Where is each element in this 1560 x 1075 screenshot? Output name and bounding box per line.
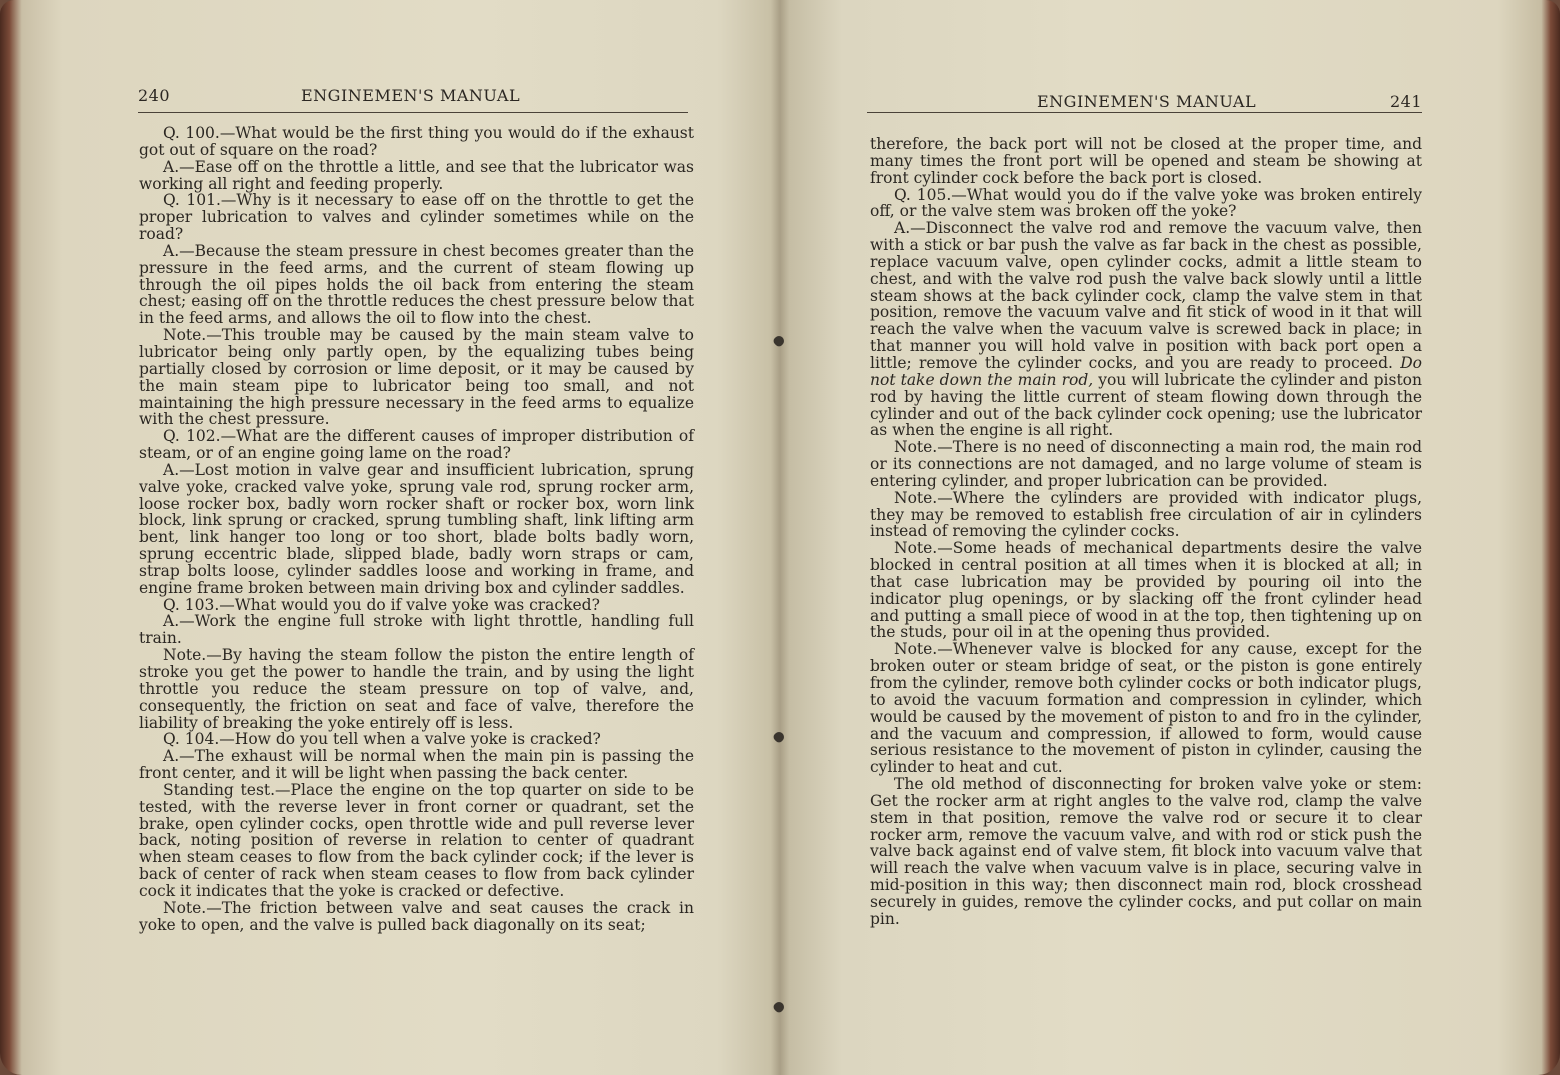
right-page-text	[870, 136, 1422, 928]
paragraph-answer-tail: you will lubricate the cylinder and piston rod by having the little current of steam flowing down through the cylinder and out of the back cylinder cock opening; use the lubricator as when the engine is all right.	[870, 370, 1422, 440]
left-page-header	[138, 82, 688, 113]
paragraph: The old method of disconnecting for broken valve yoke or stem: Get the rocker arm at right angles to the valve rod, clamp the valve stem in that position, remove the valve rod or secure it to clear rocker arm, remove the vacuum valve, and with rod or stick push the valve back against end of valve stem, fit block into vacuum valve that will reach the valve when vacuum valve is in place, securing valve in mid-position in this way; then disconnect main rod, block crosshead securely in guides, remove the cylinder cocks, and put collar on main pin.	[870, 775, 1422, 928]
paragraph: Q. 105.—What would you do if the valve yoke was broken entirely off, or the valve stem was broken off the yoke?	[870, 185, 1422, 221]
paragraph: Q. 104.—How do you tell when a valve yoke is cracked?	[163, 730, 601, 749]
paragraph: Note.—Where the cylinders are provided with indicator plugs, they may be removed to establish free circulation of air in cylinders instead of removing the cylinder cocks.	[870, 488, 1422, 541]
left-page	[0, 0, 778, 1075]
paragraph: A.—Lost motion in valve gear and insufficient lubrication, sprung valve yoke, cracked valve yoke, sprung vale rod, sprung rocker arm, loose rocker box, badly worn rocker shaft or rocker box, worn link block, link sprung or cracked, sprung tumbling shaft, link lifting arm bent, link hanger too long or too short, blade bolts badly worn, sprung eccentric blade, slipped blade, badly worn straps or cam, strap bolts loose, cylinder saddles loose and working in frame, and engine frame broken between main driving box and cylinder saddles.	[139, 460, 694, 597]
paragraph: Q. 103.—What would you do if valve yoke was cracked?	[163, 595, 600, 614]
paragraph: Standing test.—Place the engine on the top quarter on side to be tested, with the reverse lever in front corner or quadrant, set the brake, open cylinder cocks, open throttle wide and pull reverse lever back, noting position of reverse in relation to center of quadrant when steam ceases to flow from the back cylinder cock; if the lever is back of center of rack when steam ceases to flow from back cylinder cock it indicates that the yoke is cracked or defective.	[139, 780, 694, 900]
italic-emphasis: Do not take down the main rod,	[870, 353, 1422, 389]
paragraph: Q. 102.—What are the different causes of improper distribution of steam, or of an engine going lame on the road?	[139, 427, 694, 463]
paragraph: Note.—By having the steam follow the piston the entire length of stroke you get the power to handle the train, and by using the light throttle you reduce the steam pressure on top of valve, and, consequently, the friction on seat and face of valve, therefore the liability of breaking the yoke entirely off is less.	[139, 646, 694, 732]
right-page-header	[867, 82, 1422, 113]
right-page-number: 241	[1389, 92, 1422, 111]
right-page	[782, 0, 1560, 1075]
paragraph-answer-text: A.—Disconnect the valve rod and remove the vacuum valve, then with a stick or bar push the valve as far back in the chest as possible, replace vacuum valve, open cylinder cocks, admit a little steam to chest, and with the valve rod push the valve back slowly until a little steam shows at the back cylinder cock, clamp the valve stem in that position, remove the vacuum valve and fit stick of wood in it that will reach the valve when the vacuum valve is screwed back in place; in that manner you will hold valve in position with back port open a little; remove the cylinder cocks, and you are ready to proceed.	[870, 219, 1422, 372]
paragraph: Note.—The friction between valve and seat causes the crack in yoke to open, and the valve is pulled back diagonally on its seat;	[139, 898, 694, 934]
paragraph: A.—The exhaust will be normal when the main pin is passing the front center, and it will be light when passing the back center.	[139, 747, 694, 783]
paragraph: Q. 101.—Why is it necessary to ease off on the throttle to get the proper lubrication to valves and cylinder sometimes while on the road?	[139, 191, 694, 244]
paragraph: Note.—This trouble may be caused by the main steam valve to lubricator being only partly open, by the equalizing tubes being partially closed by corrosion or lime deposit, or it may be caused by the main steam pipe to lubricator being too small, and not maintaining the high pressure necessary in the feed arms to equalize with the chest pressure.	[139, 326, 694, 429]
left-page-text	[139, 125, 694, 934]
paragraph: A.—Ease off on the throttle a little, and see that the lubricator was working all right and feeding properly.	[139, 157, 694, 193]
continued-paragraph: therefore, the back port will not be closed at the proper time, and many times the front port will be opened and steam be showing at front cylinder cock before the back port is closed.	[870, 135, 1422, 187]
left-running-title: ENGINEMEN'S MANUAL	[301, 86, 521, 105]
paragraph: Note.—Whenever valve is blocked for any cause, except for the broken outer or steam bridge of seat, or the piston is gone entirely from the cylinder, remove both cylinder cocks or both indicator plugs, to avoid the vacuum formation and compression in cylinder, which would be caused by the movement of piston to and fro in the cylinder, and the vacuum and compression, if allowed to form, would cause serious resistance to the movement of piston in cylinder, causing the cylinder to heat and cut.	[870, 640, 1422, 777]
paragraph: Note.—There is no need of disconnecting a main rod, the main rod or its connections are not damaged, and no large volume of steam is entering cylinder, and proper lubrication can be provided.	[870, 438, 1422, 490]
paragraph-with-italic	[870, 220, 1422, 439]
left-page-number: 240	[138, 86, 171, 105]
paragraph: Q. 100.—What would be the first thing you would do if the exhaust got out of square on the road?	[139, 124, 694, 159]
paragraph: A.—Because the steam pressure in chest becomes greater than the pressure in the feed arms, and the current of steam flowing up through the oil pipes holds the oil back from entering the steam chest; easing off on the throttle reduces the chest pressure below that in the feed arms, and allows the oil to flow into the chest.	[139, 241, 694, 328]
paragraph: A.—Work the engine full stroke with light throttle, handling full train.	[139, 612, 694, 648]
right-running-title: ENGINEMEN'S MANUAL	[1037, 92, 1257, 111]
paragraph: Note.—Some heads of mechanical departments desire the valve blocked in central position at all times when it is blocked at all; in that case lubrication may be provided by pouring oil into the indicator plug openings, or by slacking off the front cylinder head and putting a small piece of wood in at the top, then tightening up on the studs, pour oil in at the opening thus provided.	[870, 539, 1422, 642]
